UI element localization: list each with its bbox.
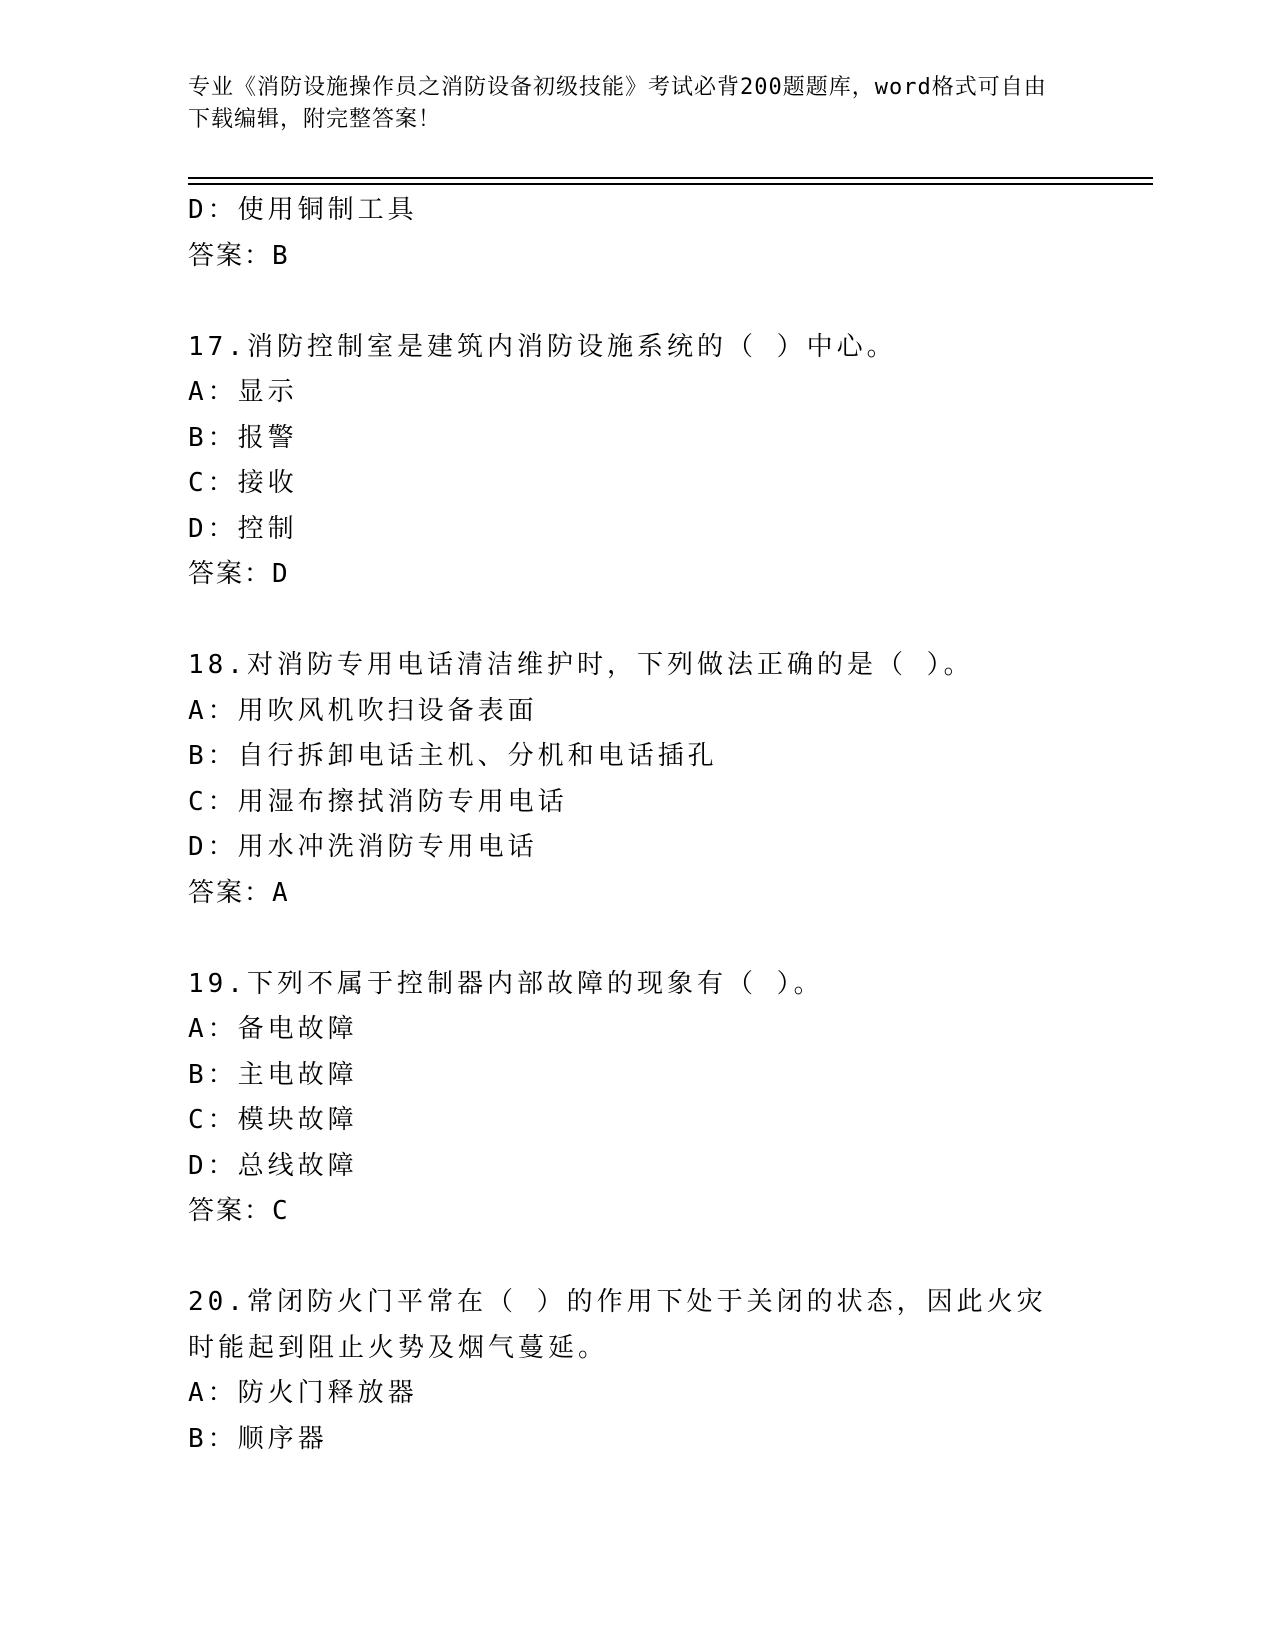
answer-value: C — [272, 1196, 290, 1226]
spacer — [188, 1235, 1088, 1281]
question-20-option-b: B：顺序器 — [188, 1423, 328, 1454]
question-19-option-b: B：主电故障 — [188, 1059, 358, 1090]
question-17-option-a: A：显示 — [188, 377, 298, 407]
question-19-stem: 19.下列不属于控制器内部故障的现象有（ ）。 — [188, 968, 824, 999]
question-17-option-c: C：接收 — [188, 468, 298, 498]
answer-label: 答案： — [188, 240, 273, 271]
question-17-answer — [188, 552, 1088, 598]
answer-label: 答案： — [188, 559, 273, 589]
question-17-option-d: D：控制 — [188, 513, 298, 544]
question-content — [188, 188, 1088, 1462]
answer-value: D — [272, 559, 290, 589]
prev-answer — [188, 234, 1088, 280]
spacer — [188, 279, 1088, 325]
header-rule-top — [188, 177, 1153, 179]
spacer — [188, 916, 1088, 962]
header-rule-bottom — [188, 183, 1153, 185]
answer-label: 答案： — [188, 1196, 273, 1226]
question-18-option-d: D：用水冲洗消防专用电话 — [188, 832, 538, 862]
question-20-option-a: A：防火门释放器 — [188, 1378, 418, 1408]
answer-label: 答案： — [188, 877, 273, 908]
page-header: 专业《消防设施操作员之消防设备初级技能》考试必背200题题库，word格式可自由下载编辑，附完整答案！ — [188, 75, 1047, 132]
question-18-option-c: C：用湿布擦拭消防专用电话 — [188, 786, 568, 817]
question-20-stem: 20.常闭防火门平常在（ ）的作用下处于关闭的状态，因此火灾时能起到阻止火势及烟气蔓延。 — [188, 1287, 1047, 1363]
question-19-option-d: D：总线故障 — [188, 1150, 358, 1181]
question-18-option-a: A：用吹风机吹扫设备表面 — [188, 695, 538, 726]
question-19-option-a: A：备电故障 — [188, 1014, 358, 1044]
question-18-option-b: B：自行拆卸电话主机、分机和电话插孔 — [188, 741, 718, 771]
question-17-option-b: B：报警 — [188, 422, 298, 453]
question-19-option-c: C：模块故障 — [188, 1105, 358, 1135]
question-18-answer — [188, 871, 1088, 917]
question-17-stem: 17.消防控制室是建筑内消防设施系统的（ ）中心。 — [188, 331, 897, 362]
answer-value: A — [272, 877, 290, 908]
prev-option-d: D：使用铜制工具 — [188, 195, 418, 225]
question-18-stem: 18.对消防专用电话清洁维护时，下列做法正确的是（ ）。 — [188, 650, 974, 680]
spacer — [188, 598, 1088, 644]
question-19-answer — [188, 1189, 1088, 1235]
answer-value: B — [272, 240, 290, 271]
